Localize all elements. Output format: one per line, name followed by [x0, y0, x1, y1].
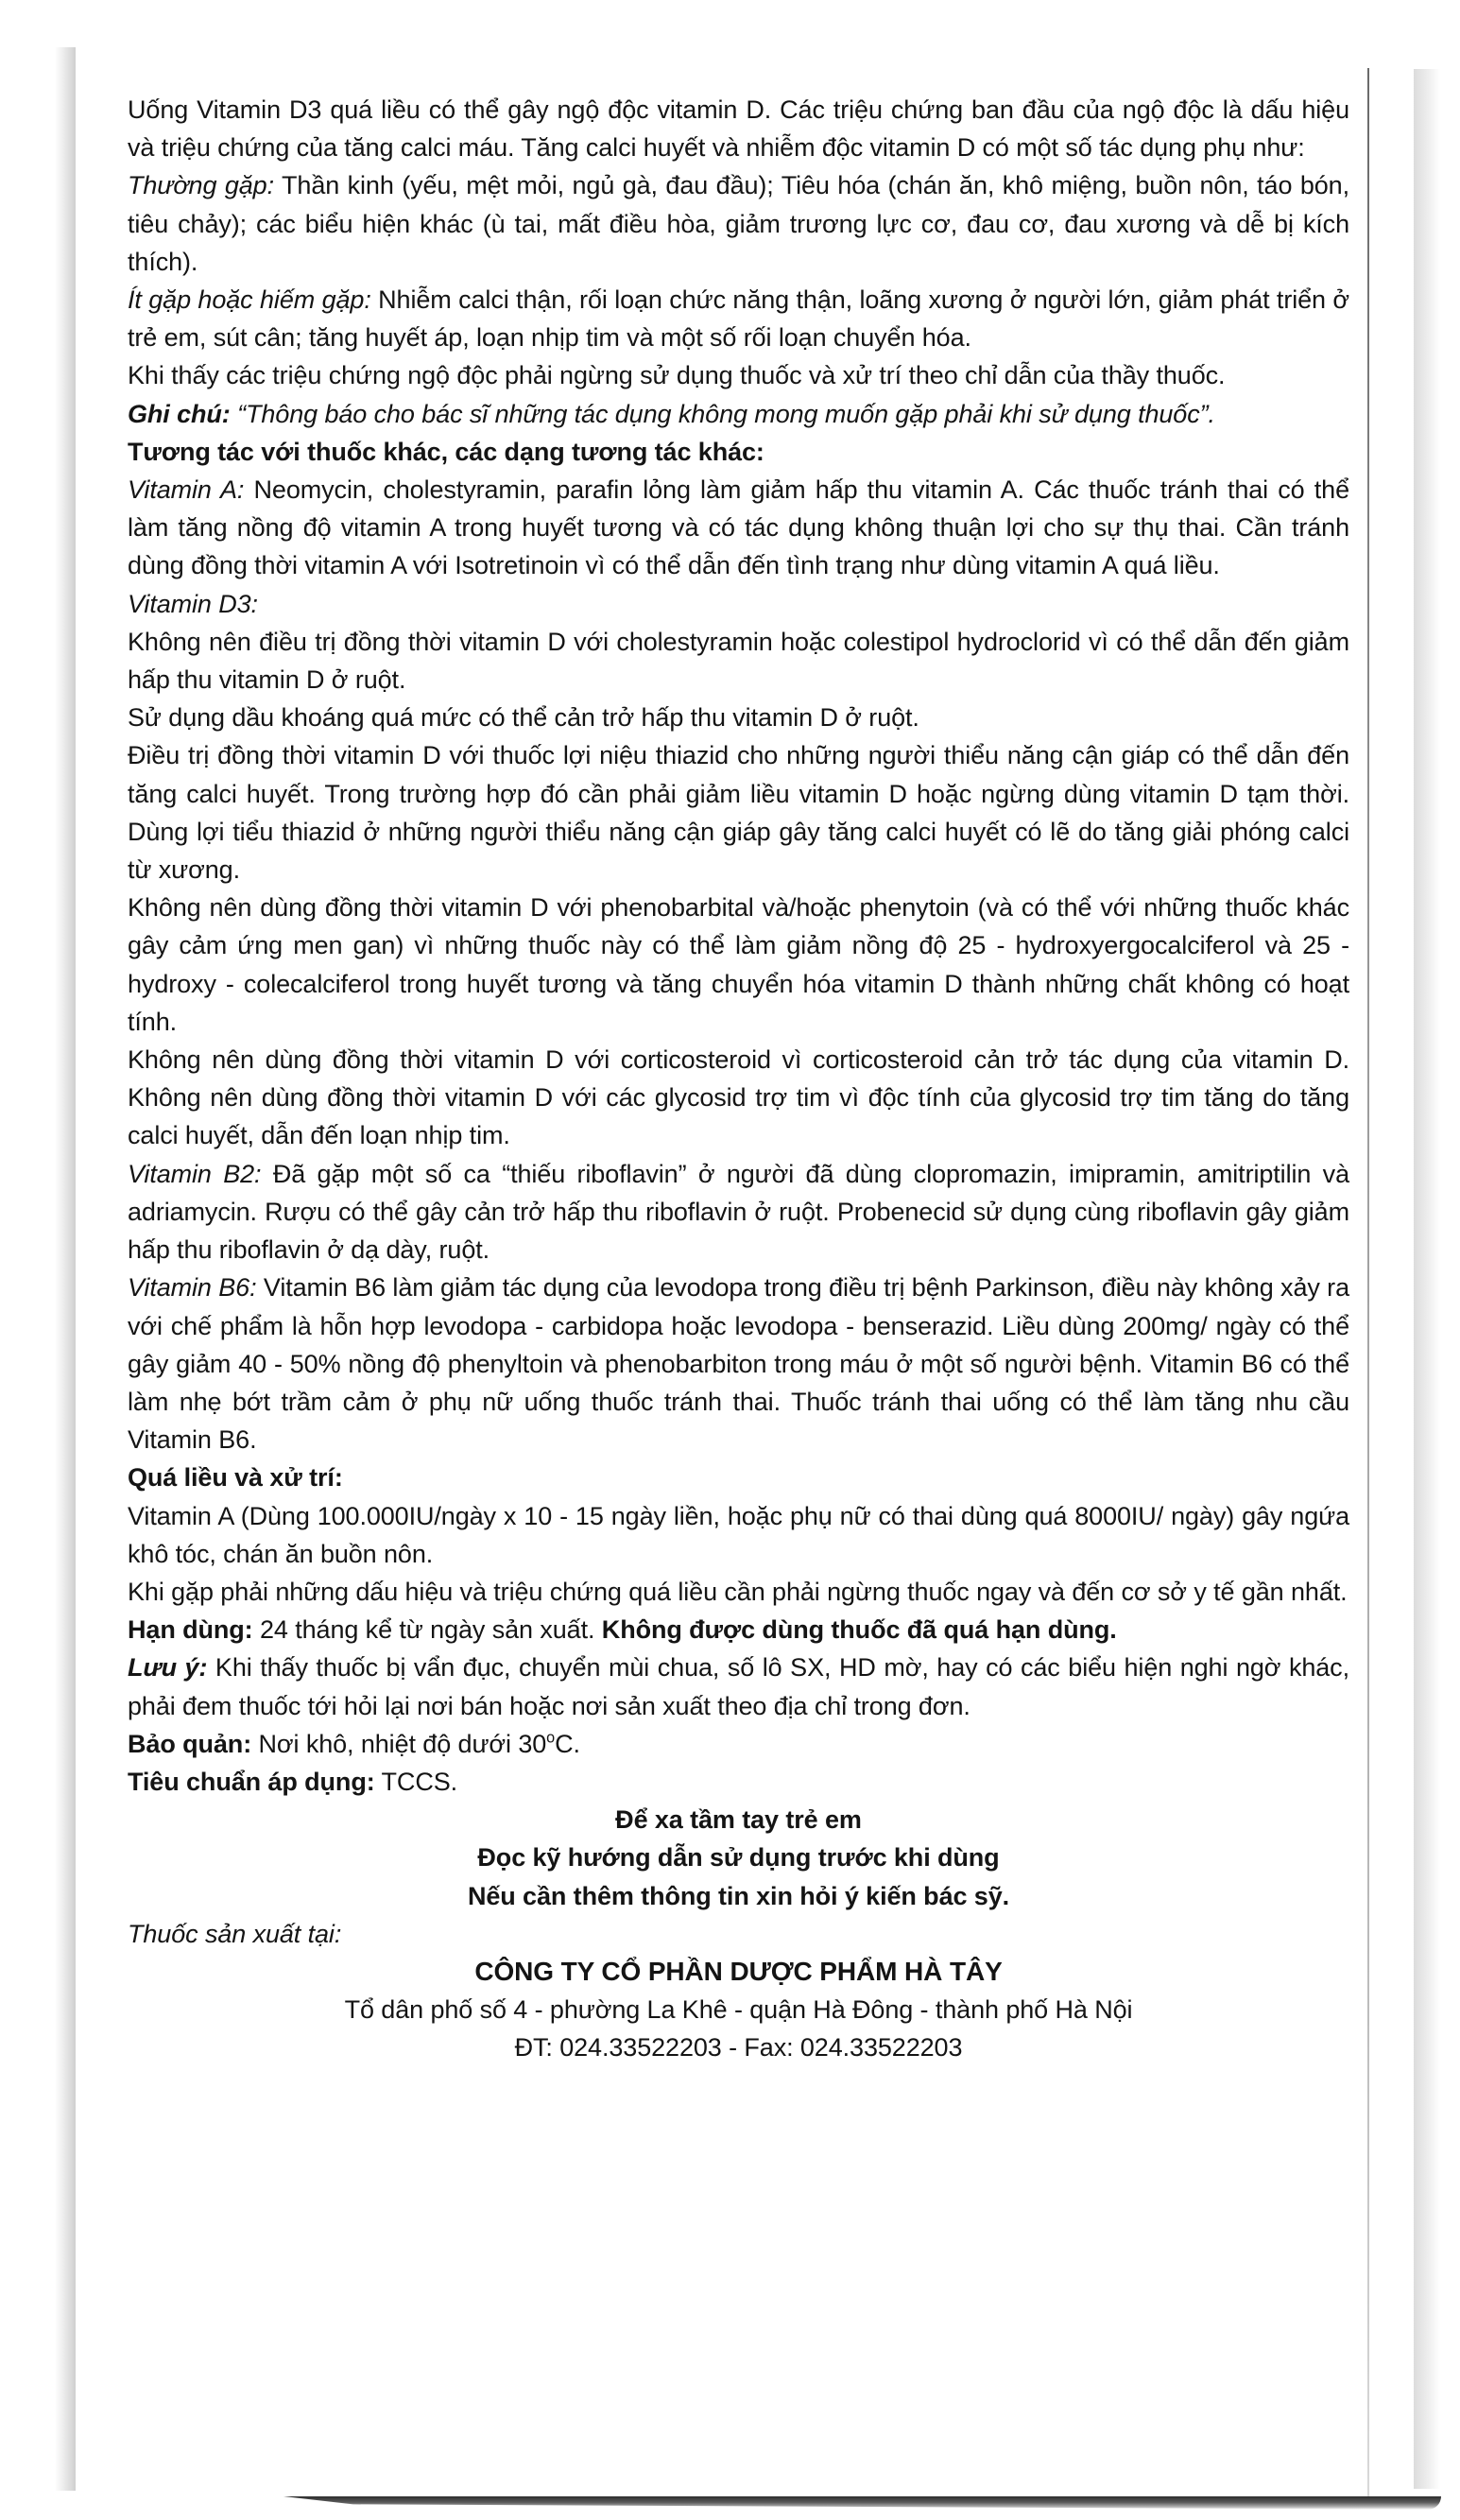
caution	[128, 1648, 1349, 1724]
storage-unit: C.	[555, 1729, 580, 1758]
page-bottom-edge-shadow	[283, 2496, 1441, 2510]
storage	[128, 1725, 1349, 1763]
manufacturer-address: Tổ dân phố số 4 - phường La Khê - quận Hà Đông - thành phố Hà Nội	[344, 1995, 1133, 2025]
rare-side-effects	[128, 281, 1349, 356]
shelf-life	[128, 1611, 1349, 1648]
interaction-vitamin-b6-label: Vitamin B6:	[128, 1273, 257, 1303]
common-side-effects	[128, 166, 1349, 281]
warning-ask-doctor: Nếu cần thêm thông tin xin hỏi ý kiến bác sỹ.	[467, 1881, 1010, 1910]
warning-read-instructions: Đọc kỹ hướng dẫn sử dụng trước khi dùng	[477, 1843, 1000, 1873]
interaction-vitamin-d3-paragraph: Điều trị đồng thời vitamin D với thuốc lợi niệu thiazid cho những người thiểu năng cận giáp có thể dẫn đến tăng calci huyết. Trong trường hợp đó cần phải giảm liều vitamin D hoặc ngừng dùng vitamin D tạm thời. Dùng lợi tiểu thiazid ở những người thiểu năng cận giáp gây tăng calci huyết có lẽ do tăng giải phóng calci từ xương.	[128, 741, 1349, 885]
interaction-vitamin-b2-text: Đã gặp một số ca “thiếu riboflavin” ở người đã dùng clopromazin, imipramin, amitriptilin và adriamycin. Rượu có thể gây cản trở hấp thu riboflavin ở ruột. Probenecid sử dụng cùng riboflavin gây giảm hấp thu riboflavin ở dạ dày, ruột.	[128, 1159, 1349, 1265]
leaflet-text	[128, 91, 1349, 2067]
overdose-d3-intro: Uống Vitamin D3 quá liều có thể gây ngộ độc vitamin D. Các triệu chứng ban đầu của ngộ độc là dấu hiệu và triệu chứng của tăng calci máu. Tăng calci huyết và nhiễm độc vitamin D có một số tác dụng phụ như:	[128, 95, 1349, 163]
note-text: “Thông báo cho bác sĩ những tác dụng không mong muốn gặp phải khi sử dụng thuốc”.	[230, 399, 1215, 428]
interaction-vitamin-b6-text: Vitamin B6 làm giảm tác dụng của levodopa trong điều trị bệnh Parkinson, điều này không xảy ra với chế phẩm là hỗn hợp levodopa - carbidopa hoặc levodopa - benserazid. Liều dùng 200mg/ ngày có thể gây giảm 40 - 50% nồng độ phenyltoin và phenobarbiton trong máu ở một số người bệnh. Vitamin B6 có thể làm nhẹ bớt trầm cảm ở phụ nữ uống thuốc tránh thai. Thuốc tránh thai uống có thể làm tăng nhu cầu Vitamin B6.	[128, 1273, 1349, 1455]
standard-text: TCCS.	[374, 1767, 458, 1796]
caution-text: Khi thấy thuốc bị vẩn đục, chuyển mùi chua, số lô SX, HD mờ, hay có các biểu hiện nghi ngờ khác, phải đem thuốc tới hỏi lại nơi bán hoặc nơi sản xuất theo địa chỉ trong đơn.	[128, 1653, 1349, 1720]
interaction-vitamin-b2-label: Vitamin B2:	[128, 1159, 262, 1188]
rare-side-effects-text: Nhiễm calci thận, rối loạn chức năng thận, loãng xương ở người lớn, giảm phát triển ở trẻ em, sút cân; tăng huyết áp, loạn nhịp tim và một số rối loạn chuyển hóa.	[128, 285, 1349, 353]
shelf-life-text: 24 tháng kể từ ngày sản xuất.	[252, 1615, 602, 1645]
interaction-vitamin-d3-label: Vitamin D3:	[128, 589, 258, 618]
warning-keep-away-children: Để xa tầm tay trẻ em	[615, 1805, 862, 1835]
overdose-heading: Quá liều và xử trí:	[128, 1463, 343, 1493]
interaction-vitamin-a	[128, 471, 1349, 585]
storage-text: Nơi khô, nhiệt độ dưới 30	[251, 1729, 547, 1758]
page-fold-line	[1367, 68, 1369, 2507]
interaction-vitamin-d3-paragraph: Không nên điều trị đồng thời vitamin D với cholestyramin hoặc colestipol hydroclorid vì có thể dẫn đến giảm hấp thu vitamin D ở ruột.	[128, 627, 1349, 695]
note	[128, 395, 1349, 433]
common-side-effects-label: Thường gặp:	[128, 171, 275, 200]
rare-side-effects-label: Ít gặp hoặc hiếm gặp:	[128, 285, 371, 315]
stop-use-note: Khi thấy các triệu chứng ngộ độc phải ngừng sử dụng thuốc và xử trí theo chỉ dẫn của thầy thuốc.	[128, 361, 1226, 390]
overdose-vitamin-a: Vitamin A (Dùng 100.000IU/ngày x 10 - 15 ngày liền, hoặc phụ nữ có thai dùng quá 8000IU/ ngày) gây ngứa khô tóc, chán ăn buồn nôn.	[128, 1501, 1349, 1568]
interaction-vitamin-b6	[128, 1269, 1349, 1458]
caution-label: Lưu ý:	[128, 1653, 208, 1683]
storage-label: Bảo quản:	[128, 1729, 252, 1758]
interaction-vitamin-d3-paragraph: Sử dụng dầu khoáng quá mức có thể cản trở hấp thu vitamin D ở ruột.	[128, 703, 919, 733]
interaction-vitamin-a-text: Neomycin, cholestyramin, parafin lỏng làm giảm hấp thu vitamin A. Các thuốc tránh thai có thể làm tăng nồng độ vitamin A trong huyết tương và có tác dụng không thuận lợi cho sự thụ thai. Cần tránh dùng đồng thời vitamin A với Isotretinoin vì có thể dẫn đến tình trạng như dùng vitamin A quá liều.	[128, 475, 1349, 580]
interactions-heading: Tương tác với thuốc khác, các dạng tương tác khác:	[128, 437, 764, 466]
interaction-vitamin-a-label: Vitamin A:	[128, 475, 245, 505]
manufacturer-contact: ĐT: 024.33522203 - Fax: 024.33522203	[514, 2033, 963, 2063]
shelf-life-warning: Không được dùng thuốc đã quá hạn dùng.	[601, 1615, 1117, 1645]
page-left-edge-shadow	[55, 47, 76, 2491]
overdose-action: Khi gặp phải những dấu hiệu và triệu chứng quá liều cần phải ngừng thuốc ngay và đến cơ sở y tế gần nhất.	[128, 1577, 1348, 1606]
manufacturer-label: Thuốc sản xuất tại:	[128, 1919, 342, 1948]
interaction-vitamin-b2	[128, 1155, 1349, 1269]
standard-label: Tiêu chuẩn áp dụng:	[128, 1767, 375, 1796]
common-side-effects-text: Thần kinh (yếu, mệt mỏi, ngủ gà, đau đầu); Tiêu hóa (chán ăn, khô miệng, buồn nôn, táo bón, tiêu chảy); các biểu hiện khác (ù tai, mất điều hòa, giảm trương lực cơ, đau cơ, đau xương và dễ bị kích thích).	[128, 171, 1349, 276]
storage-degree: o	[546, 1729, 556, 1747]
interaction-vitamin-d3-paragraph: Không nên dùng đồng thời vitamin D với phenobarbital và/hoặc phenytoin (và có thể với những thuốc khác gây cảm ứng men gan) vì những thuốc này có thể làm giảm nồng độ 25 - hydroxyergocalciferol và 25 - hydroxy - colecalciferol trong huyết tương và tăng chuyển hóa vitamin D thành những chất không có hoạt tính.	[128, 893, 1349, 1036]
manufacturer-name: CÔNG TY CỔ PHẦN DƯỢC PHẨM HÀ TÂY	[474, 1956, 1003, 1986]
note-label: Ghi chú:	[128, 399, 231, 428]
shelf-life-label: Hạn dùng:	[128, 1615, 253, 1645]
interaction-vitamin-d3-paragraph: Không nên dùng đồng thời vitamin D với corticosteroid vì corticosteroid cản trở tác dụng của vitamin D. Không nên dùng đồng thời vitamin D với các glycosid trợ tim vì độc tính của glycosid trợ tim tăng do tăng calci huyết, dẫn đến loạn nhịp tim.	[128, 1045, 1349, 1150]
page-right-edge-shadow	[1414, 69, 1440, 2489]
standard	[128, 1763, 1349, 1801]
